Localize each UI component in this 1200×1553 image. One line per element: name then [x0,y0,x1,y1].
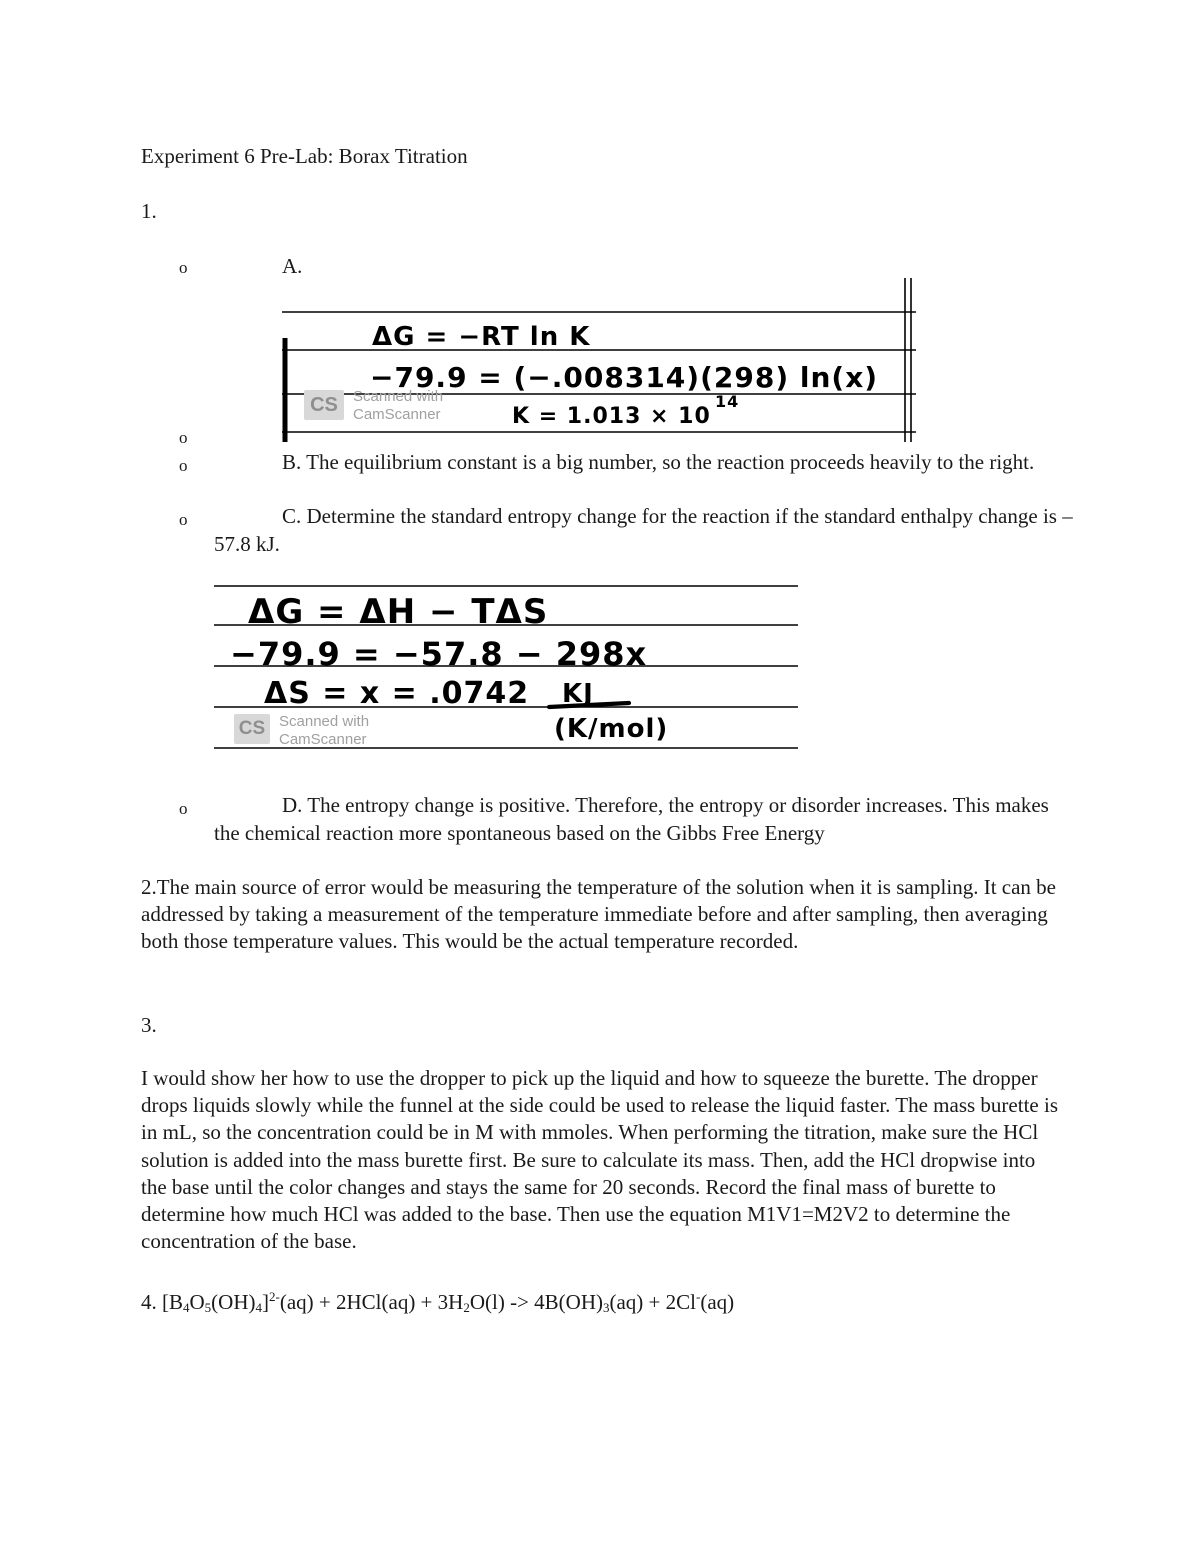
bullet-c: o [179,510,188,529]
eq-sub: 5 [204,1300,212,1315]
eq-part: (aq) + 2Cl [609,1290,696,1314]
eq-part: O(l) -> 4B(OH) [469,1290,603,1314]
scan-2-equation-1: ΔG = ΔH − TΔS [248,592,549,632]
item-b-answer: B. The equilibrium constant is a big number, so the reaction proceeds heavily to the right. [282,450,1035,474]
item-b-text [214,449,1074,477]
bullet-d: o [179,799,188,818]
eq-part: (OH) [211,1290,256,1314]
camscanner-watermark-text-2 [279,713,369,749]
handwritten-scan-2 [214,580,798,752]
scan-1-equation-2: −79.9 = (−.008314)(298) ln(x) [370,361,879,394]
question-2-answer: 2.The main source of error would be measuring the temperature of the solution when it is sampling. It can be addressed by taking a measurement of the temperature immediate before and after sampling, then averaging both those temperature values. This would be the actual temperature recorded. [141,875,1056,954]
eq-part: ] [262,1290,269,1314]
eq-sub: 2 [463,1300,470,1315]
bullet-b: o [179,456,188,475]
item-c-text [214,503,1074,558]
scan-1-exponent: 14 [715,392,740,411]
eq-sup: - [695,1289,701,1304]
watermark-2-line-2: CamScanner [279,731,367,748]
bullet-a: o [179,258,188,277]
camscanner-watermark-text [353,388,443,424]
handwritten-scan-1 [282,278,916,442]
camscanner-logo-icon: CS [304,390,344,420]
eq-sup: 2- [269,1289,280,1304]
scan-2-equation-3: ΔS = x = .0742 [264,676,530,711]
eq-sub: 3 [602,1300,610,1315]
scan-1-equation-3: K = 1.013 × 10 [512,404,711,429]
watermark-2-line-1: Scanned with [279,713,370,730]
watermark-line-2: CamScanner [353,406,441,423]
question-3-number: 3. [141,1013,157,1037]
eq-part: 4. [B [141,1290,183,1314]
eq-part: (aq) [700,1290,735,1314]
camscanner-logo-icon-2: CS [234,714,270,744]
question-1-number: 1. [141,199,157,223]
page-title: Experiment 6 Pre-Lab: Borax Titration [141,144,468,168]
watermark-line-1: Scanned with [353,388,444,405]
eq-part: (aq) + 2HCl(aq) + 3H [279,1290,464,1314]
scan-2-equation-2: −79.9 = −57.8 − 298x [230,635,648,673]
scan-1-equation-1: ΔG = −RT ln K [372,322,591,352]
eq-sub: 4 [255,1300,262,1315]
eq-sub: 4 [183,1300,190,1315]
item-d-text [214,792,1074,847]
bullet-a-empty: o [179,428,188,447]
item-c-question: C. Determine the standard entropy change for the reaction if the standard enthalpy change is –57.8 kJ. [214,504,1073,556]
item-a-label: A. [282,254,303,278]
eq-part: O [189,1290,205,1314]
scan-2-unit-bottom: (K/mol) [554,714,669,744]
item-d-answer: D. The entropy change is positive. Therefore, the entropy or disorder increases. This makes the chemical reaction more spontaneous based on the Gibbs Free Energy [214,793,1049,845]
question-3-answer: I would show her how to use the dropper to pick up the liquid and how to squeeze the burette. The dropper drops liquids slowly while the funnel at the side could be used to release the liquid faster. The mass burette is in mL, so the concentration could be in M with mmoles. When performing the titration, make sure the HCl solution is added into the mass burette first. Be sure to calculate its mass. Then, add the HCl dropwise into the base until the color changes and stays the same for 20 seconds. Record the final mass of burette to determine how much HCl was added to the base. Then use the equation M1V1=M2V2 to determine the concentration of the base. [141,1066,1058,1254]
scan-2-unit-top: KJ [562,679,594,709]
question-4-equation [141,1283,734,1322]
